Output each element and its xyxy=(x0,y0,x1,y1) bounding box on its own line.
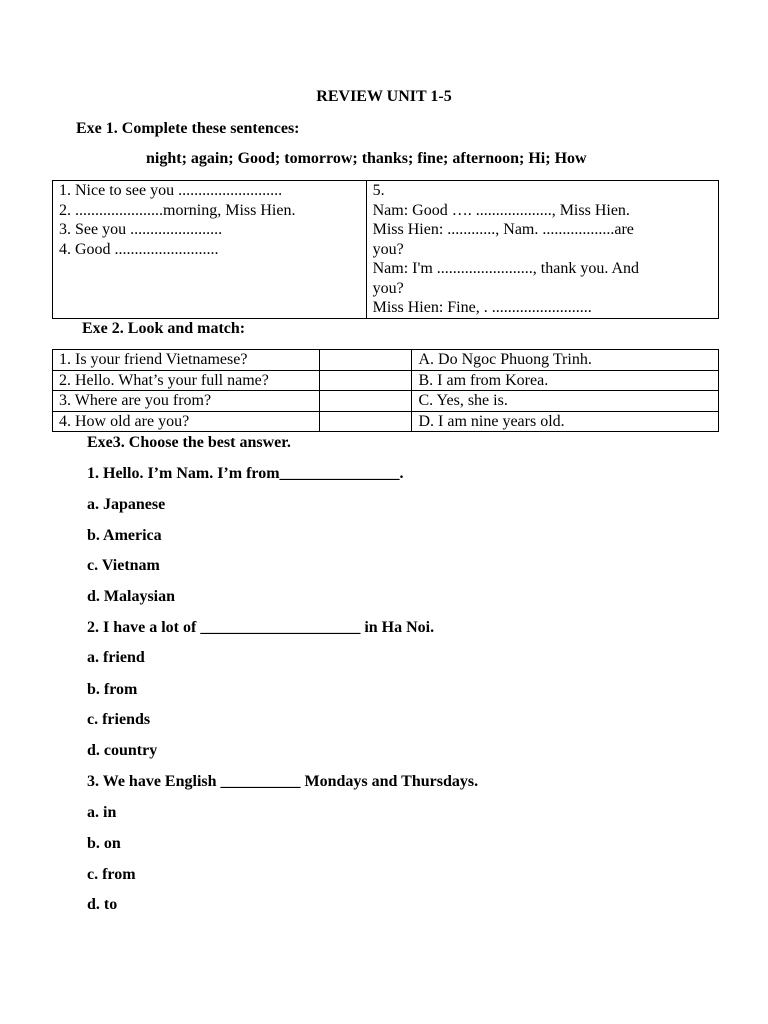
match-question: 3. Where are you from? xyxy=(53,391,320,412)
table-row xyxy=(53,411,719,432)
exercise1-table xyxy=(52,180,719,319)
match-blank-cell xyxy=(319,391,412,412)
exercise1-line: 1. Nice to see you .......................... xyxy=(59,182,283,199)
answer-option: b. America xyxy=(87,527,162,544)
dialogue-line: Miss Hien: Fine, . ......................... xyxy=(372,299,592,316)
match-question: 1. Is your friend Vietnamese? xyxy=(53,350,320,371)
answer-option: b. on xyxy=(87,835,121,852)
match-question: 2. Hello. What’s your full name? xyxy=(53,370,320,391)
answer-option: d. Malaysian xyxy=(87,588,176,605)
dialogue-line: 5. xyxy=(372,182,385,199)
match-blank-cell xyxy=(319,350,412,371)
answer-option: a. friend xyxy=(87,649,145,666)
question-text: 3. We have English __________ Mondays and Thursdays. xyxy=(87,773,479,790)
question-text: 2. I have a lot of ____________________ in Ha Noi. xyxy=(87,619,435,636)
exercise3-heading: Exe3. Choose the best answer. xyxy=(87,434,291,451)
match-answer: B. I am from Korea. xyxy=(412,370,719,391)
match-answer: A. Do Ngoc Phuong Trinh. xyxy=(412,350,719,371)
dialogue-line: Nam: Good …. ..................., Miss Hien. xyxy=(372,201,630,219)
answer-option: c. from xyxy=(87,866,136,883)
dialogue-line: you? xyxy=(372,240,404,258)
exercise1-line: 2. ......................morning, Miss Hien. xyxy=(59,201,296,219)
answer-option: a. Japanese xyxy=(87,496,166,513)
exercise1-right-cell xyxy=(366,181,718,319)
question-text: 1. Hello. I’m Nam. I’m from_______________. xyxy=(87,465,404,482)
exercise2-heading: Exe 2. Look and match: xyxy=(82,320,246,337)
answer-option: a. in xyxy=(87,804,117,821)
match-answer: C. Yes, she is. xyxy=(412,391,719,412)
exercise1-heading: Exe 1. Complete these sentences: xyxy=(76,120,300,137)
match-blank-cell xyxy=(319,411,412,432)
dialogue-line: you? xyxy=(372,279,404,297)
answer-option: c. Vietnam xyxy=(87,557,160,574)
exercise1-line: 3. See you ....................... xyxy=(59,221,223,238)
answer-option: b. from xyxy=(87,681,138,698)
exercise2-table xyxy=(52,349,719,432)
dialogue-line: Nam: I'm ........................, thank you. And xyxy=(372,260,640,277)
answer-option: c. friends xyxy=(87,711,151,728)
table-row xyxy=(53,391,719,412)
match-question: 4. How old are you? xyxy=(53,411,320,432)
table-row xyxy=(53,350,719,371)
table-row xyxy=(53,370,719,391)
exercise1-left-cell xyxy=(53,181,367,319)
match-answer: D. I am nine years old. xyxy=(412,411,719,432)
dialogue-line: Miss Hien: ............, Nam. ..................are xyxy=(372,221,634,238)
page-title: REVIEW UNIT 1-5 xyxy=(316,88,452,105)
match-blank-cell xyxy=(319,370,412,391)
answer-option: d. to xyxy=(87,896,118,913)
word-bank: night; again; Good; tomorrow; thanks; fine; afternoon; Hi; How xyxy=(146,150,587,167)
exercise1-line: 4. Good .......................... xyxy=(59,240,219,258)
answer-option: d. country xyxy=(87,742,158,759)
